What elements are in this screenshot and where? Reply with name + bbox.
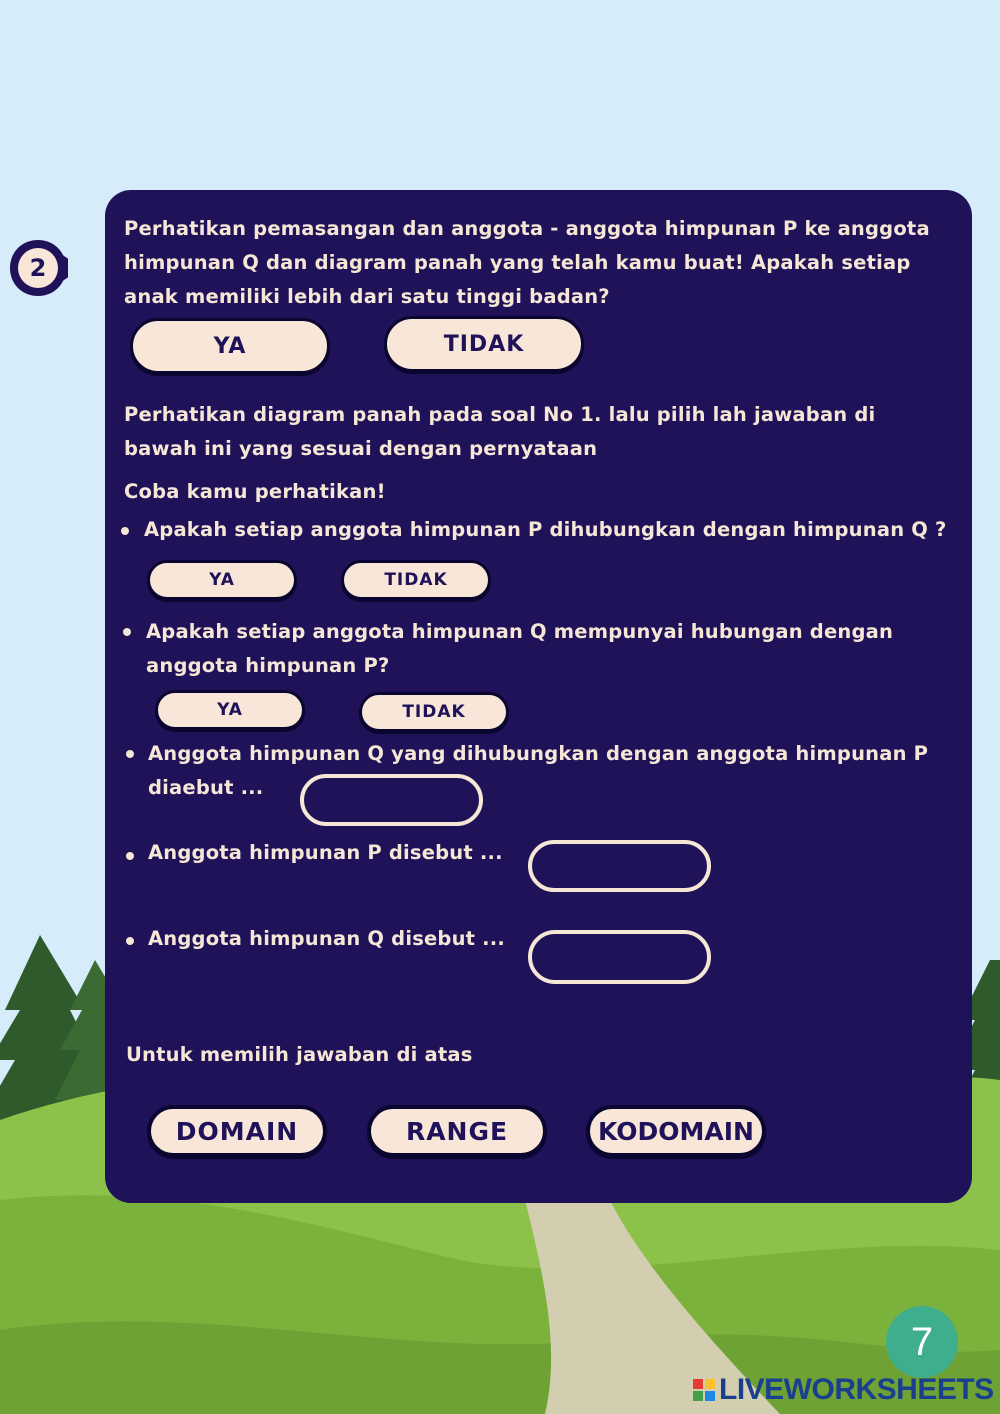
bullet-icon <box>126 852 134 860</box>
brand-name: LIVEWORKSHEETS <box>719 1373 994 1406</box>
item-5-text: Anggota himpunan Q disebut ... <box>148 927 506 950</box>
answer-drop-slot-2[interactable] <box>528 840 711 892</box>
liveworksheets-logo <box>692 1372 994 1408</box>
answer-drop-slot-1[interactable] <box>300 774 483 826</box>
section-instruction: Perhatikan diagram panah pada soal No 1. lalu pilih lah jawaban di bawah ini yang sesuai dengan pernyataan <box>124 403 876 460</box>
item-1-yes-button[interactable]: YA <box>147 560 297 600</box>
answer-yes-button[interactable]: YA <box>130 318 330 374</box>
item-1-no-button[interactable]: TIDAK <box>341 560 491 600</box>
item-3-text: Anggota himpunan Q yang dihubungkan dengan anggota himpunan P diaebut ... <box>148 742 929 799</box>
question-number-badge <box>8 238 68 298</box>
page-number-badge: 7 <box>886 1306 958 1378</box>
bullet-icon <box>121 527 129 535</box>
item-2-text: Apakah setiap anggota himpunan Q mempunyai hubungan dengan anggota himpunan P? <box>146 620 894 677</box>
bullet-icon <box>126 750 134 758</box>
choice-domain-button[interactable]: DOMAIN <box>147 1105 327 1157</box>
question-number: 2 <box>29 254 47 282</box>
item-1-text: Apakah setiap anggota himpunan P dihubungkan dengan himpunan Q ? <box>144 518 947 541</box>
question-text: Perhatikan pemasangan dan anggota - anggota himpunan P ke anggota himpunan Q dan diagram panah yang telah kamu buat! Apakah setiap anak memiliki lebih dari satu tinggi badan? <box>124 217 930 308</box>
bullet-icon <box>123 628 131 636</box>
bullet-icon <box>126 937 134 945</box>
item-2-no-button[interactable]: TIDAK <box>359 692 509 732</box>
liveworksheets-icon <box>692 1378 716 1402</box>
choice-range-button[interactable]: RANGE <box>367 1105 547 1157</box>
item-4-text: Anggota himpunan P disebut ... <box>148 841 503 864</box>
choice-kodomain-button[interactable]: KODOMAIN <box>586 1105 766 1157</box>
choices-caption: Untuk memilih jawaban di atas <box>126 1043 473 1066</box>
item-2-yes-button[interactable]: YA <box>155 690 305 730</box>
section-prompt: Coba kamu perhatikan! <box>124 480 386 503</box>
answer-no-button[interactable]: TIDAK <box>384 316 584 372</box>
answer-drop-slot-3[interactable] <box>528 930 711 984</box>
